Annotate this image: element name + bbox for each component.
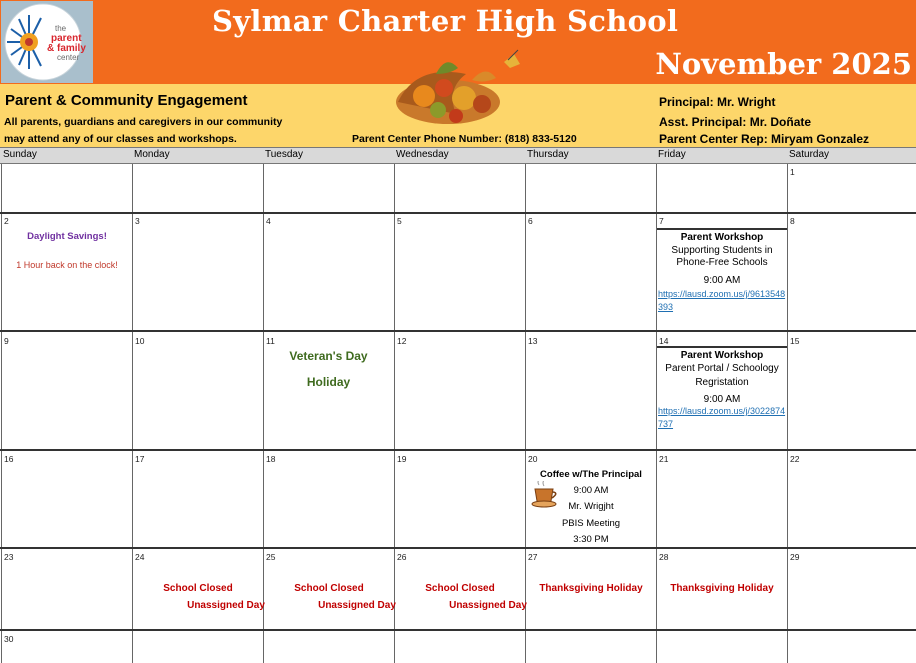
unassigned-day-label: Unassigned Day [449,600,527,611]
day-number: 22 [790,454,800,464]
cornucopia-illustration [386,44,524,132]
workshop-subtitle: Supporting Students in [671,245,773,256]
day-number: 3 [135,216,140,226]
workshop-time: 9:00 AM [703,394,741,405]
zoom-link[interactable]: https://lausd.zoom.us/j/9613548393 [658,289,786,312]
event-divider [657,228,787,230]
weekday-monday: Monday [134,149,170,160]
daylight-savings-note: 1 Hour back on the clock! [16,260,118,270]
day-number: 15 [790,336,800,346]
workshop-subtitle: Parent Portal / Schoology [665,363,779,374]
grid-line [0,629,916,631]
day-number: 13 [528,336,538,346]
day-number: 18 [266,454,276,464]
grid-line [787,164,788,663]
svg-text:center: center [57,53,80,62]
day-number: 8 [790,216,795,226]
coffee-event-host: Mr. Wrigjht [568,501,614,512]
workshop-subtitle: Phone-Free Schools [676,257,768,268]
weekday-thursday: Thursday [527,149,569,160]
workshop-subtitle: Regristation [695,377,749,388]
weekday-header-row [0,147,916,164]
coffee-event-time: 9:00 AM [573,485,609,496]
day-number: 2 [4,216,9,226]
parent-center-phone: Parent Center Phone Number: (818) 833-5120 [352,133,577,145]
pbis-meeting-title: PBIS Meeting [561,518,621,529]
grid-line [0,547,916,549]
parent-center-rep: Parent Center Rep: Miryam Gonzalez [659,132,870,146]
school-closed-label: School Closed [163,583,233,594]
asst-principal-name: Asst. Principal: Mr. Doñate [659,115,812,129]
day-number: 27 [528,552,538,562]
engagement-title: Parent & Community Engagement [5,92,248,109]
svg-text:the: the [55,24,67,33]
grid-line [0,212,916,214]
day-number: 10 [135,336,145,346]
thanksgiving-holiday-label: Thanksgiving Holiday [670,583,774,594]
pbis-meeting-time: 3:30 PM [573,534,609,545]
weekday-friday: Friday [658,149,686,160]
zoom-link[interactable]: https://lausd.zoom.us/j/3022874737 [658,406,786,429]
school-closed-label: School Closed [294,583,364,594]
day-number: 17 [135,454,145,464]
workshop-title: Parent Workshop [680,232,764,243]
day-number: 9 [4,336,9,346]
day-number: 7 [659,216,664,226]
grid-line [0,449,916,451]
weekday-tuesday: Tuesday [265,149,303,160]
day-number: 25 [266,552,276,562]
weekday-sunday: Sunday [3,149,37,160]
workshop-time: 9:00 AM [703,275,741,286]
workshop-title: Parent Workshop [680,350,764,361]
day-number: 23 [4,552,14,562]
day-number: 14 [659,336,669,346]
day-number: 26 [397,552,407,562]
day-number: 5 [397,216,402,226]
principal-name: Principal: Mr. Wright [659,95,776,109]
weekday-saturday: Saturday [789,149,830,160]
day-number: 4 [266,216,271,226]
attendance-note-line1: All parents, guardians and caregivers in our community [4,116,283,128]
grid-line [0,330,916,332]
veterans-day-title: Veteran's Day [289,349,368,363]
parent-family-center-logo [1,1,93,83]
daylight-savings-title: Daylight Savings! [27,231,107,242]
day-number: 21 [659,454,669,464]
unassigned-day-label: Unassigned Day [187,600,265,611]
day-number: 20 [528,454,538,464]
day-number: 19 [397,454,407,464]
day-number: 29 [790,552,800,562]
school-closed-label: School Closed [425,583,495,594]
attendance-note-line2: may attend any of our classes and workshops. [4,133,237,145]
school-title: Sylmar Charter High School [212,4,679,38]
day-number: 16 [4,454,14,464]
day-number: 6 [528,216,533,226]
month-title: November 2025 [655,47,912,81]
day-number: 24 [135,552,145,562]
day-number: 1 [790,167,795,177]
svg-text:& family: & family [47,43,86,54]
unassigned-day-label: Unassigned Day [318,600,396,611]
day-number: 12 [397,336,407,346]
weekday-wednesday: Wednesday [396,149,449,160]
coffee-event-title: Coffee w/The Principal [540,469,642,480]
veterans-day-holiday: Holiday [306,375,351,389]
event-divider [657,346,787,348]
day-number: 11 [266,336,275,346]
svg-text:parent: parent [51,33,82,44]
day-number: 30 [4,634,14,644]
day-number: 28 [659,552,669,562]
thanksgiving-holiday-label: Thanksgiving Holiday [539,583,643,594]
